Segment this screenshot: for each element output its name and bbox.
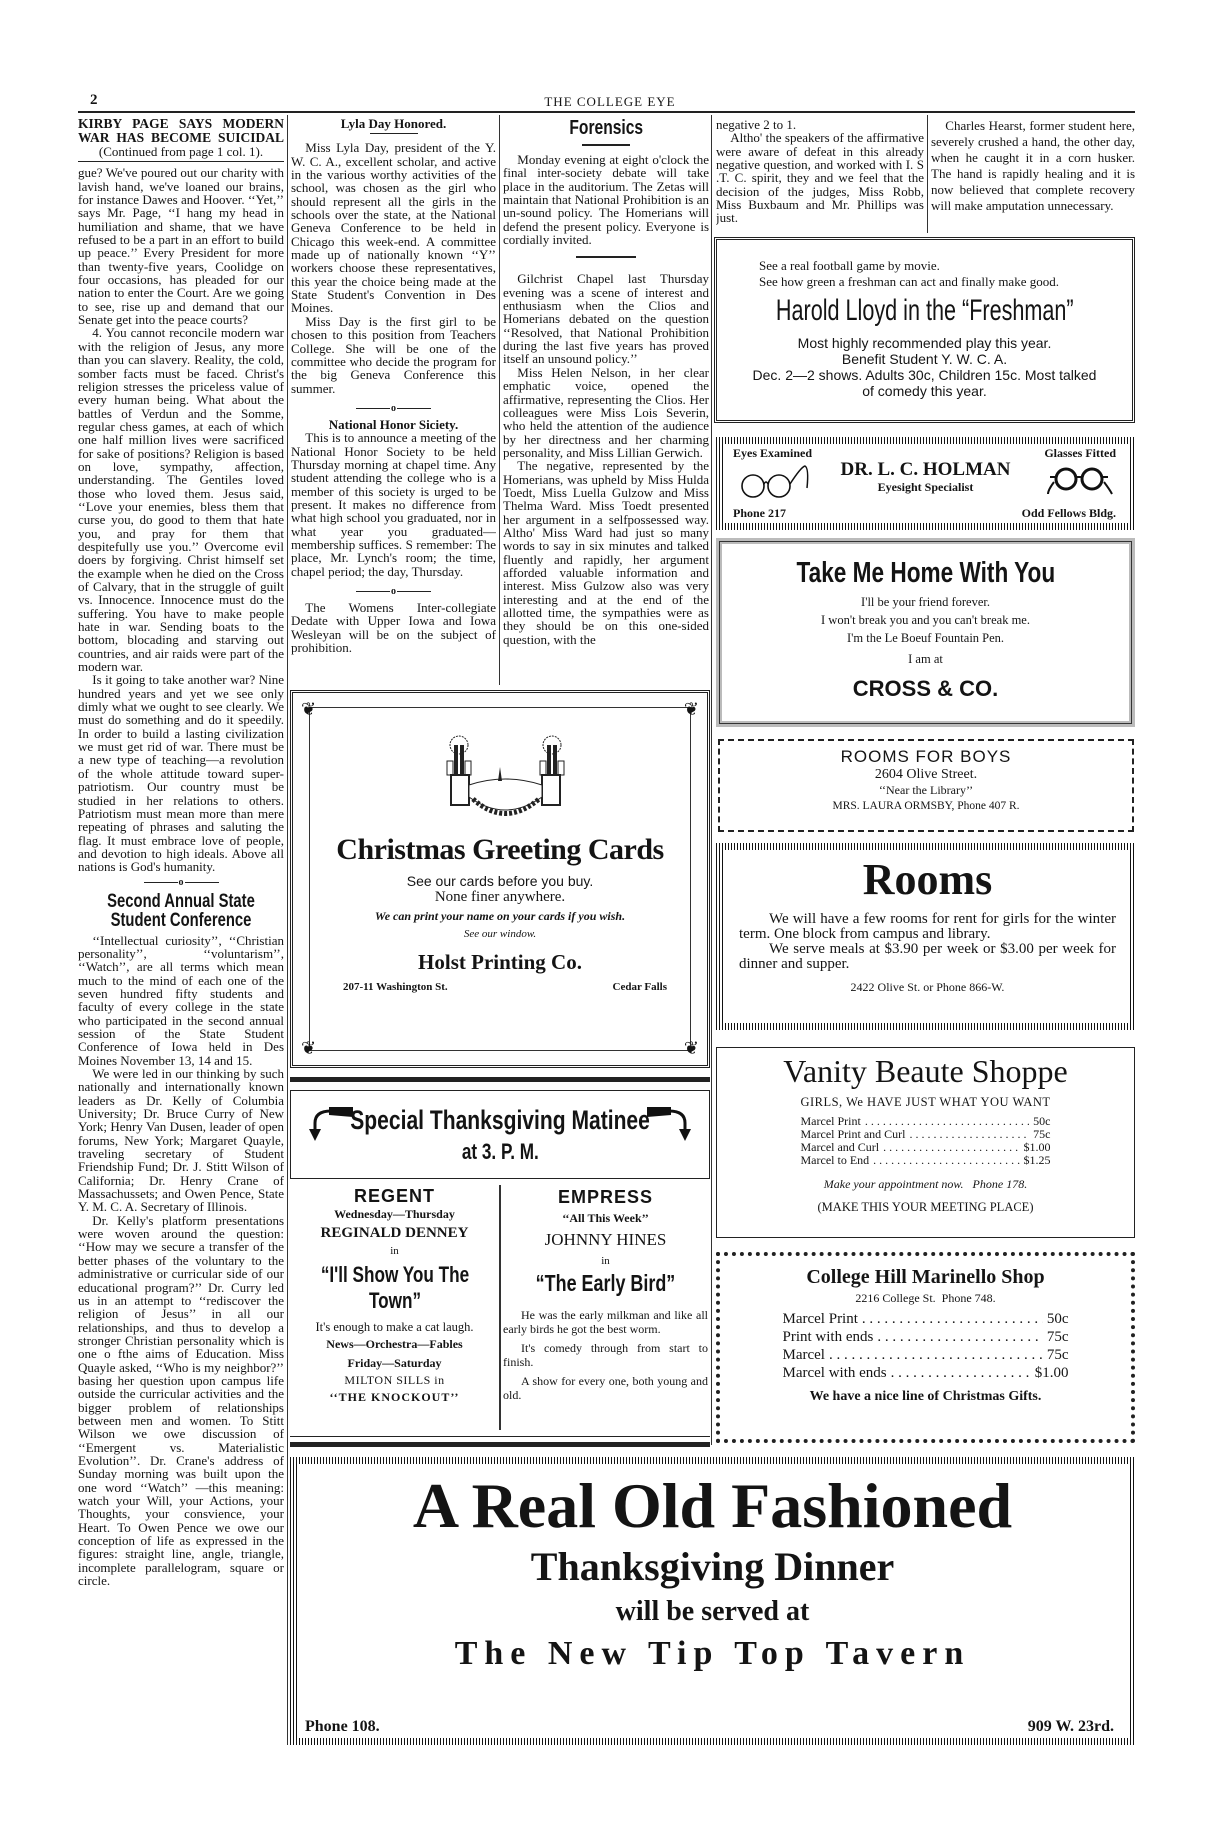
eyeglasses-icon <box>1046 464 1114 500</box>
ad-line: ‘‘THE KNOCKOUT’’ <box>329 1390 460 1404</box>
thanksgiving-matinee-ad <box>290 1090 710 1179</box>
vanity-price-list <box>801 1115 1051 1167</box>
kirby-paragraph: gue? We've poured out our charity with lavish hand, we've loaned our brains, for instance Dawes and Hoover. ‘‘Yet,’’ says Mr. Page, ‘‘I hang my head in humiliation and shame, that we have refused to be a part in an effort to build up peace.’’ Every President for more than twenty-five years, Coolidge on four occasions, has pleaded for our nation to enter the Court. Are we going to see, rise up and demand that our Senate get into the peace courts? <box>78 165 284 328</box>
tavern-phone: Phone 108. <box>305 1718 380 1735</box>
column-4-top <box>716 118 924 233</box>
rooms-for-girls-ad <box>716 843 1135 1030</box>
boys-rooms-note: ‘‘Near the Library’’ <box>878 783 974 797</box>
holst-printing-name: Holst Printing Co. <box>418 950 582 974</box>
column-5-top <box>931 118 1135 233</box>
rule <box>290 1436 710 1437</box>
marinello-shop-ad <box>716 1252 1135 1443</box>
ad-line: See our cards before you buy. <box>406 873 594 889</box>
regent-star: REGINALD DENNEY <box>320 1225 469 1241</box>
empress-listing <box>503 1186 708 1431</box>
arrow-left-icon <box>309 1103 355 1143</box>
price-row: Marcel . . . 75c <box>783 1346 1069 1364</box>
marinello-price-list <box>783 1310 1069 1382</box>
ad-line: Friday—Saturday <box>347 1356 442 1370</box>
ad-line: Most highly recommended play this year. <box>797 335 1052 351</box>
tavern-address: 909 W. 23rd. <box>1027 1718 1114 1735</box>
column-rule <box>927 115 928 233</box>
regent-listing <box>292 1186 497 1431</box>
boys-rooms-contact: MRS. LAURA ORMSBY, Phone 407 R. <box>832 800 1020 812</box>
conference-paragraph: Dr. Kelly's platform presentations were woven around the question: ‘‘How may we secure a transfer of the better phases of the voluntary to the administrative or curricular side of our educational program?’’ Dr. Curry led us in an attempt to ‘‘rediscover the religion of Jesus’’ in all our relationships, and thus to develop a stronger Christian personality which is one o fthe aims of Education. Miss Quayle asked, ‘‘Who is my neighbor?’’ basing her question upon campus life outside the curricular activities and the bigger problem of relationships between men and women. To Stitt Wilson we owe discussion of ‘‘Emergent vs. Materialistic Evolution’’. Dr. Crane's address of Sunday morning was built upon the one word ‘‘Watch’’ —this meaning: watch your Will, your Actions, your Thoughts, your consvience, your Heart. To Owen Pence we owe our conception of life as expressed in the figures: straight line, angle, triangle, incomplete parallelogram, square or circle. <box>78 1212 284 1589</box>
pen-ad-title: Take Me Home With You <box>796 557 1055 589</box>
holst-address: 207-11 Washington St. <box>343 981 448 993</box>
forensics-headline: Forensics <box>569 117 643 139</box>
holman-optometrist-ad <box>716 437 1135 530</box>
candles-illustration <box>443 733 568 823</box>
ad-line: He was the early milkman and like all early birds he got the best worm. <box>503 1308 708 1336</box>
price-row: Marcel Print . . . 50c <box>801 1115 1051 1128</box>
lyla-paragraph: Miss Lyla Day, president of the Y. W. C. A., excellent scholar, and active in the various worthy activities of the school, was chosen as the girl who should represent all the girls in the schools over the state, at the National Geneva Conference to be held in Chicago this week-end. A committee made up of nationally known ‘‘Y’’ workers choose these representatives, this year the choice being made at the State Student's Convention in Des Moines. <box>291 140 496 316</box>
masthead-rule <box>78 111 1135 113</box>
lyla-paragraph: Miss Day is the first girl to be chosen to this position from Teachers College. She will be one of the committee who decide the program for the big Geneva Conference this summer. <box>291 313 496 396</box>
kirby-headline: KIRBY PAGE SAYS MODERN WAR HAS BECOME SUICIDAL <box>78 117 284 145</box>
divider <box>78 161 284 162</box>
debate-note: The Womens Inter-collegiate Dedate with Upper Iowa and Iowa Wesleyan will be on the subject of prohibition. <box>291 600 496 656</box>
hearst-paragraph: Charles Hearst, former student here, severely crushed a hand, the other day, when he caught it in a corn husker. The hand is rapidly healing and it is now believed that complete recovery will make amputation unnecessary. <box>931 118 1135 213</box>
thick-rule <box>290 1442 710 1447</box>
ad-line: in <box>601 1255 610 1267</box>
price-row: Marcel Print and Curl . . . 75c <box>801 1128 1051 1141</box>
matinee-title: Special Thanksgiving Matinee <box>350 1105 650 1135</box>
arrow-right-icon <box>645 1103 691 1143</box>
empress-theater-name: EMPRESS <box>557 1187 654 1207</box>
empress-run: ‘‘All This Week’’ <box>562 1211 649 1225</box>
rooms-text: We serve meals at $3.90 per week or $3.00 per week for dinner and supper. <box>739 941 1116 972</box>
christmas-cards-ad <box>290 690 710 1068</box>
vanity-footer: (MAKE THIS YOUR MEETING PLACE) <box>817 1200 1034 1214</box>
forensics-paragraph: The negative, represented by the Homerians, was upheld by Miss Hulda Toedt, Miss Luella Gulzow and Miss Thelma Ward. Miss Toedt presented her argument in a selfpossessed way. Altho' Miss Ward had just so many words to say in six minutes and talked fluently and rapidly, her argument afforded valuable information and interest. Miss Gulzow also was very interesting and at the end of the allotted time, the sympathies were as they should be on this one-sided question, with the <box>503 458 709 647</box>
separator: o <box>291 403 496 415</box>
ad-text: Odd Fellows Bldg. <box>1021 506 1116 520</box>
price-row: Marcel with ends . . . $1.00 <box>783 1364 1069 1382</box>
ad-line: Benefit Student Y. W. C. A. <box>841 351 1008 367</box>
empress-film: “The Early Bird” <box>535 1270 676 1296</box>
separator: o <box>291 586 496 598</box>
ad-line: in <box>390 1245 399 1257</box>
pen-ad-store: CROSS & CO. <box>852 676 999 701</box>
kirby-paragraph: Is it going to take another war? Nine hundred years and yet we see only dimly what we ought to see clearly. We must do something and do it speedily. In order to build a lasting civilization we must get rid of war. There must be a new type of teaching—a revolution of the whole attitude toward super-patriotism. Our country must be studied in her relations to others. Patriotism must mean more than mere repeating of phrases and saluting the flag. It must embrace love of people, and devotion to high ideals. Above all nations is God's humanity. <box>78 672 284 875</box>
ad-line: See our window. <box>463 928 537 940</box>
vanity-appointment: Make your appointment now. <box>823 1177 964 1191</box>
rooms-contact: 2422 Olive St. or Phone 866-W. <box>850 980 1005 994</box>
fountain-pen-ad <box>716 538 1135 727</box>
rooms-for-boys-ad <box>718 739 1134 832</box>
ad-line: It's comedy through from start to finish. <box>503 1341 708 1369</box>
ad-text: Glasses Fitted <box>1044 446 1116 460</box>
freshman-movie-ad <box>714 237 1135 423</box>
column-rule <box>287 115 288 1745</box>
freshman-ad-title: Harold Lloyd in the “Freshman” <box>775 294 1074 327</box>
honor-headline: National Honor Siciety. <box>328 416 459 432</box>
vanity-title: Vanity Beaute Shoppe <box>783 1053 1068 1089</box>
marinello-address: 2216 College St. Phone 748. <box>855 1291 996 1305</box>
ad-line: None finer anywhere. <box>434 889 566 905</box>
kirby-continued: (Continued from page 1 col. 1). <box>98 144 264 159</box>
vanity-tagline: GIRLS, We HAVE JUST WHAT YOU WANT <box>800 1095 1051 1109</box>
ad-line: We can print your name on your cards if you wish. <box>374 909 626 923</box>
regent-theater-name: REGENT <box>353 1186 435 1206</box>
tavern-headline: A Real Old Fashioned <box>412 1470 1013 1541</box>
regent-film: “I'll Show You The Town” <box>320 1262 469 1313</box>
vanity-phone: Phone 178. <box>972 1177 1028 1191</box>
column-3 <box>503 117 709 687</box>
forensics-paragraph: Altho' the speakers of the affirmative were aware of defeat in this already negative question, and worked with I. S .T. C. spirit, they and we feel that the decision of the judges, Miss Robb, Miss Buxbaum and Mr. Phillips was just. <box>716 130 924 226</box>
conference-paragraph: ‘‘Intellectual curiosity’’, ‘‘Christian personality’’, ‘‘voluntarism’’, ‘‘Watch’’, are all terms which mean much to the mind of each one of the seven hundred fifty students and faculty of every college in the state who participated in the second annual session of the State Student Conference of Iowa held in Des Moines November 13, 14 and 15. <box>78 932 284 1068</box>
matinee-time: at 3. P. M. <box>461 1139 539 1164</box>
ad-line: News—Orchestra—Fables <box>326 1337 463 1351</box>
forensics-intro: Monday evening at eight o'clock the final inter-society debate will take place in the auditorium. The Zetas will maintain that National Prohibition is an un-sound policy. The Homerians will defend the present policy. Everyone is cordially invited. <box>503 152 709 248</box>
kirby-paragraph: 4. You cannot reconcile modern war with the religion of Jesus, any more than you can slavery. Reality, the cold, somber facts must be faced. Christ's religion stresses the priceless value of every human being. What about the battles of Verdun and the Somme, regular chess games, at each of which one half million lives were sacrificed for sake of positions? Religion is based on love, sympathy, affection, understanding. The Gentiles loved those who loved them. Jesus said, ‘‘Love your enemies, bless them that curse you, do good to them that hate you, and pray for them that despitefully use you.’’ Overcome evil doers by forgiving. Christ himself set the example when he died on the Cross of Calvary, that in the struggle of guilt vs. Innocence. Innocence must do the suffering. You have to make people hate in war. Sending boats to the bottom, blocading and starving out countries, and air raids were part of the modern war. <box>78 325 284 675</box>
page-number: 2 <box>90 92 98 108</box>
column-1 <box>78 117 284 1747</box>
rooms-text: We will have a few rooms for rent for girls for the winter term. One block from campus and library. <box>739 911 1116 942</box>
ad-line: See how green a freshman can act and finally make good. <box>759 274 1059 289</box>
ad-line: I won't break you and you can't break me. <box>821 613 1030 627</box>
empress-star: JOHNNY HINES <box>544 1230 667 1249</box>
separator: o <box>78 877 284 889</box>
forensics-paragraph: Miss Helen Nelson, in her clear emphatic voice, opened the affirmative, representing the Clios. Her colleagues were Miss Lois Severin, who held the attention of the audience by her directness and her charming personality, and Miss Lillian Gerwich. <box>503 364 709 460</box>
ad-line: It's enough to make a cat laugh. <box>315 1320 474 1334</box>
ad-line: See a real football game by movie. <box>759 258 940 273</box>
forensics-continued: negative 2 to 1. <box>716 118 797 132</box>
regent-days: Wednesday—Thursday <box>334 1207 455 1221</box>
price-row: Marcel Print . . . 50c <box>783 1310 1069 1328</box>
tavern-subheadline: Thanksgiving Dinner <box>530 1544 895 1589</box>
column-rule <box>499 115 500 685</box>
conference-headline: Second Annual State Student Conference <box>107 890 255 931</box>
ad-line: Dec. 2—2 shows. Adults 30c, Children 15c. Most talked of comedy this year. <box>752 367 1097 399</box>
conference-paragraph: We were led in our thinking by such nationally and internationally known leaders as Dr. Kelly of Columbia University; Dr. Bruce Curry of New York; Henry Van Dusen, leader of open forums, New York; Margaret Quayle, traveling secretary of Student Friendship Fund; Dr. J. Stitt Wilson of California; Dr. Henry Crane of Massachussets; and Owen Pence, State Y. M. C. A. Secretary of Illinois. <box>78 1066 284 1215</box>
price-row: Print with ends . . . 75c <box>783 1328 1069 1346</box>
ornament-icon: ❦ <box>683 1038 699 1058</box>
price-row: Marcel to End . . . $1.25 <box>801 1154 1051 1167</box>
ad-text: Phone 217 <box>733 506 787 520</box>
ad-line: MILTON SILLS in <box>344 1373 445 1387</box>
forensics-paragraph: Gilchrist Chapel last Thursday evening was a scene of interest and enthusiasm when the Clios and Homerians debated on the question ‘‘Resolved, that National Prohibition during the last five years has proved itself an unsound policy.’’ <box>503 271 709 367</box>
column-rule <box>711 115 712 1445</box>
holman-subtitle: Eyesight Specialist <box>877 480 974 494</box>
column-rule <box>499 1185 501 1430</box>
column-2 <box>291 117 496 687</box>
christmas-ad-title: Christmas Greeting Cards <box>336 833 664 866</box>
tip-top-tavern-ad <box>290 1457 1135 1745</box>
marinello-footer: We have a nice line of Christmas Gifts. <box>809 1389 1042 1404</box>
ad-line: I'm the Le Boeuf Fountain Pen. <box>846 631 1005 645</box>
boys-rooms-title: ROOMS FOR BOYS <box>840 747 1012 766</box>
vanity-beaute-shoppe-ad <box>716 1047 1135 1238</box>
price-row: Marcel and Curl . . . $1.00 <box>801 1141 1051 1154</box>
ad-line: I am at <box>908 652 943 666</box>
ad-line: A show for every one, both young and old. <box>503 1374 708 1402</box>
ornament-icon: ❦ <box>301 699 317 719</box>
thick-rule <box>290 1077 710 1082</box>
honor-paragraph: This is to announce a meeting of the National Honor Society to be held Thursday morning at chapel time. Any student attending the college who is a member of this society is urged to be present. It makes no difference from what high school you graduated, nor in what year you graduated—membership suffices. S remember: The place, Mr. Lynch's room; the time, chapel period; the day, Thursday. <box>291 430 496 579</box>
boys-rooms-address: 2604 Olive Street. <box>874 767 978 782</box>
newspaper-title: THE COLLEGE EYE <box>544 94 676 109</box>
tavern-name: The New Tip Top Tavern <box>454 1635 971 1672</box>
ornament-icon: ❦ <box>301 1038 317 1058</box>
ad-text: Eyes Examined <box>733 446 813 460</box>
rooms-title: Rooms <box>862 855 993 904</box>
tavern-line: will be served at <box>615 1596 810 1627</box>
holman-name: DR. L. C. HOLMAN <box>840 459 1011 480</box>
lyla-headline: Lyla Day Honored. <box>340 117 447 131</box>
holst-city: Cedar Falls <box>612 981 667 993</box>
marinello-title: College Hill Marinello Shop <box>806 1266 1045 1288</box>
ornament-icon: ❦ <box>683 699 699 719</box>
ad-line: I'll be your friend forever. <box>861 595 990 609</box>
